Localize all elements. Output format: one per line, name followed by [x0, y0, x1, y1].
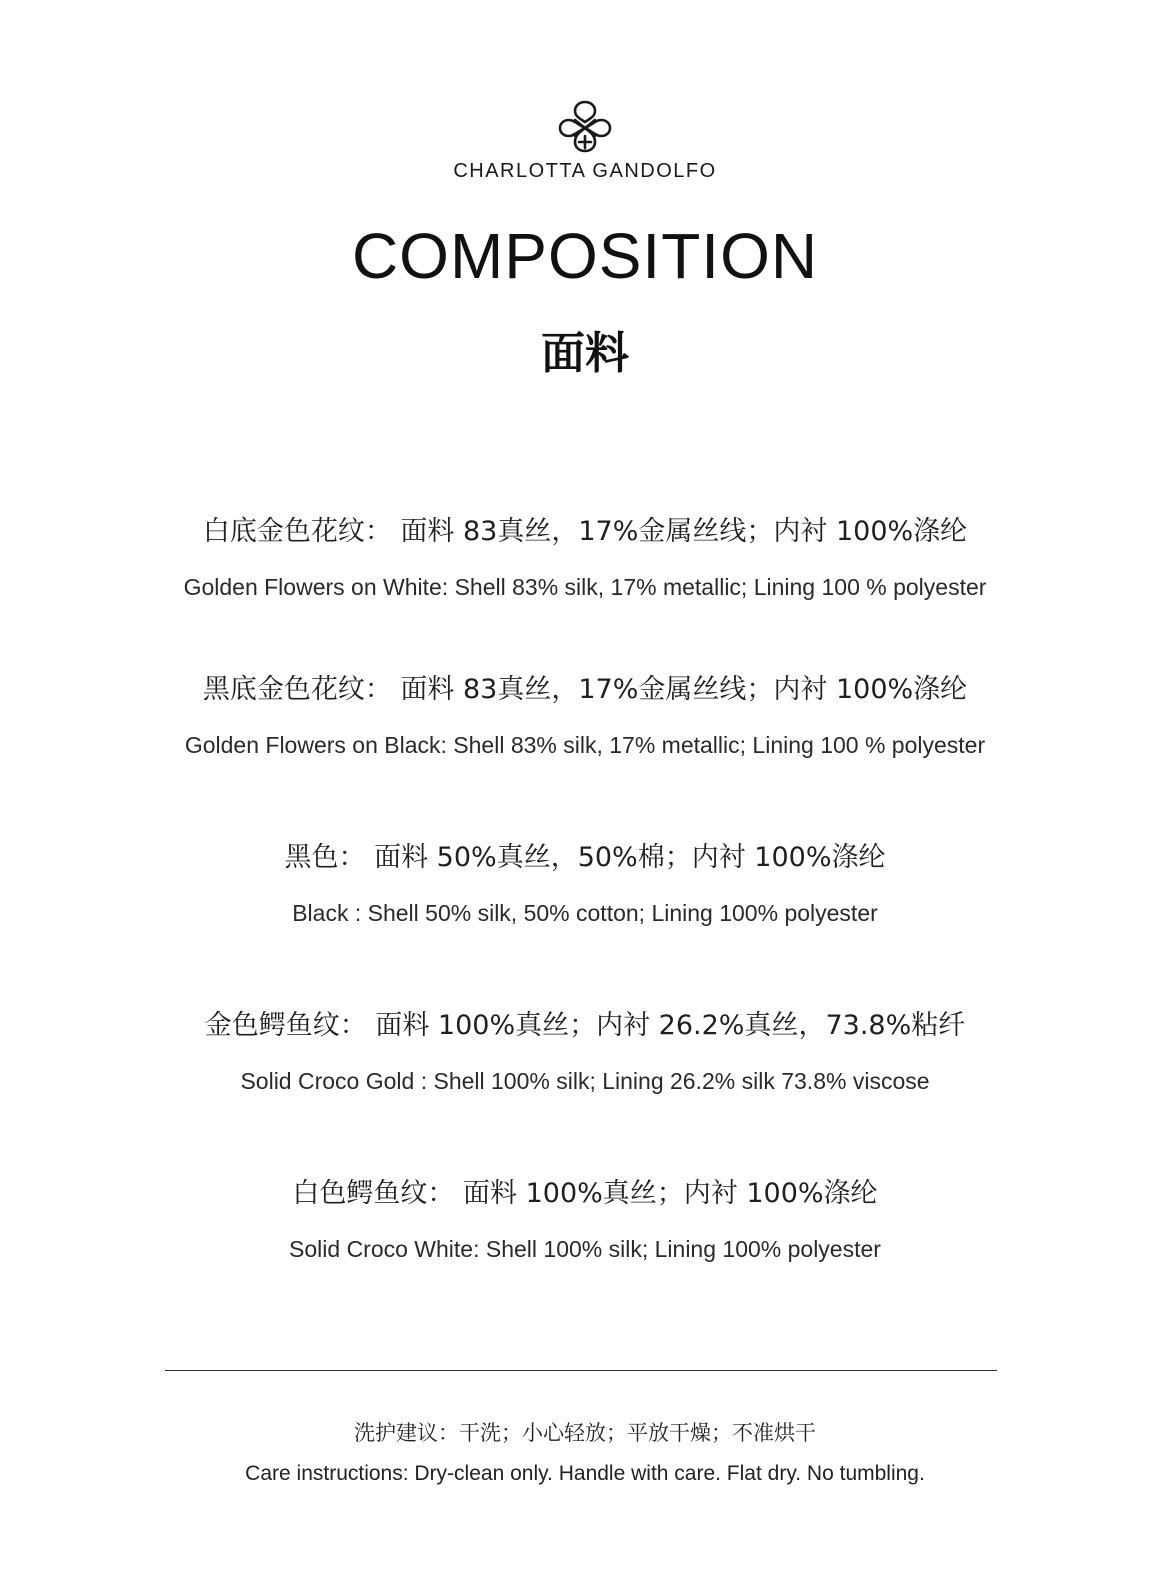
page-title: COMPOSITION [351, 220, 819, 292]
composition-item-croco-gold [0, 1008, 1170, 1096]
composition-en: Black : Shell 50% silk, 50% cotton; Lining 100% polyester [292, 900, 878, 926]
composition-zh: 白色鳄鱼纹： 面料 100%真丝；内衬 100%涤纶 [292, 1178, 878, 1209]
composition-zh: 白底金色花纹： 面料 83真丝，17%金属丝线；内衬 100%涤纶 [202, 516, 968, 547]
brand-name: CHARLOTTA GANDOLFO [453, 160, 717, 182]
knot-logo-icon [555, 96, 615, 156]
care-zh: 洗护建议：干洗；小心轻放；平放干燥；不准烘干 [354, 1421, 816, 1445]
divider [165, 1370, 997, 1371]
composition-en: Solid Croco Gold : Shell 100% silk; Lining 26.2% silk 73.8% viscose [240, 1068, 930, 1094]
composition-item-croco-white [0, 1176, 1170, 1264]
composition-zh: 黑底金色花纹： 面料 83真丝，17%金属丝线；内衬 100%涤纶 [202, 674, 968, 705]
composition-en: Solid Croco White: Shell 100% silk; Lining 100% polyester [289, 1236, 881, 1262]
composition-zh: 黑色： 面料 50%真丝，50%棉；内衬 100%涤纶 [284, 842, 886, 873]
composition-item-golden-flowers-black [0, 672, 1170, 760]
composition-en: Golden Flowers on Black: Shell 83% silk, 17% metallic; Lining 100 % polyester [184, 732, 986, 758]
care-en: Care instructions: Dry-clean only. Handle with care. Flat dry. No tumbling. [245, 1462, 925, 1485]
composition-zh: 金色鳄鱼纹： 面料 100%真丝；内衬 26.2%真丝，73.8%粘纤 [204, 1010, 966, 1041]
care-instructions [0, 1418, 1170, 1488]
page-subtitle: 面料 [541, 328, 629, 379]
composition-item-golden-flowers-white [0, 514, 1170, 602]
brand-logo [0, 96, 1170, 160]
composition-en: Golden Flowers on White: Shell 83% silk, 17% metallic; Lining 100 % polyester [183, 574, 987, 600]
composition-item-black [0, 840, 1170, 928]
